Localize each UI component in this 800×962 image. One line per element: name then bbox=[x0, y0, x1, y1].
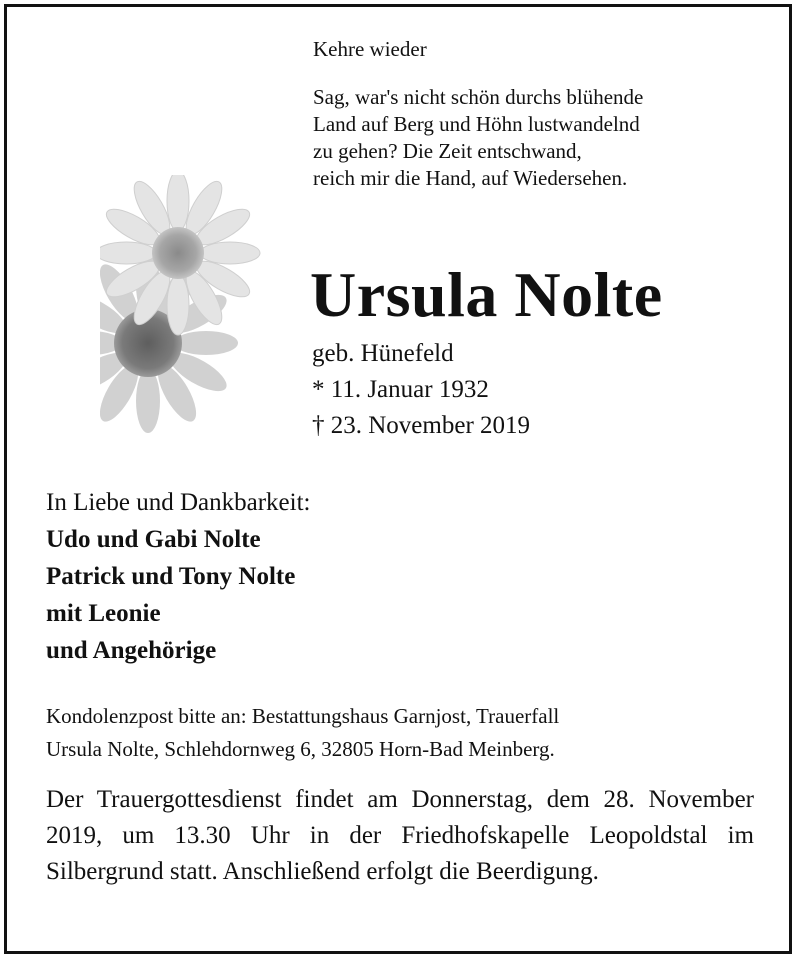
family-section bbox=[46, 484, 311, 669]
poem-title: Kehre wieder bbox=[313, 37, 427, 61]
birth-date: * 11. Januar 1932 bbox=[312, 376, 489, 403]
life-details bbox=[312, 336, 530, 444]
family-member: Patrick und Tony Nolte bbox=[46, 563, 296, 590]
family-member: und Angehörige bbox=[46, 637, 217, 664]
poem bbox=[313, 36, 643, 192]
family-member: mit Leonie bbox=[46, 600, 161, 627]
family-member: Udo und Gabi Nolte bbox=[46, 526, 261, 553]
family-intro: In Liebe und Dankbarkeit: bbox=[46, 489, 311, 516]
birth-name: geb. Hünefeld bbox=[312, 340, 454, 367]
funeral-service-info: Der Trauergottesdienst findet am Donnerstag, dem 28. November 2019, um 13.30 Uhr in der Friedhofskapelle Leopoldstal im Silbergrund statt. Anschließend erfolgt die Beerdigung. bbox=[46, 786, 754, 885]
condolence-line: Kondolenzpost bitte an: Bestattungshaus Garnjost, Trauerfall bbox=[46, 704, 560, 728]
poem-line: reich mir die Hand, auf Wiedersehen. bbox=[313, 166, 628, 190]
poem-line: Sag, war's nicht schön durchs blühende bbox=[313, 85, 644, 109]
condolence-line: Ursula Nolte, Schlehdornweg 6, 32805 Horn-Bad Meinberg. bbox=[46, 737, 555, 761]
poem-line: Land auf Berg und Höhn lustwandelnd bbox=[313, 112, 640, 136]
death-date: † 23. November 2019 bbox=[312, 412, 531, 439]
sunflower-image bbox=[100, 175, 300, 445]
deceased-name: Ursula Nolte bbox=[310, 259, 663, 330]
condolence-address bbox=[46, 700, 559, 766]
poem-line: zu gehen? Die Zeit entschwand, bbox=[313, 139, 582, 163]
